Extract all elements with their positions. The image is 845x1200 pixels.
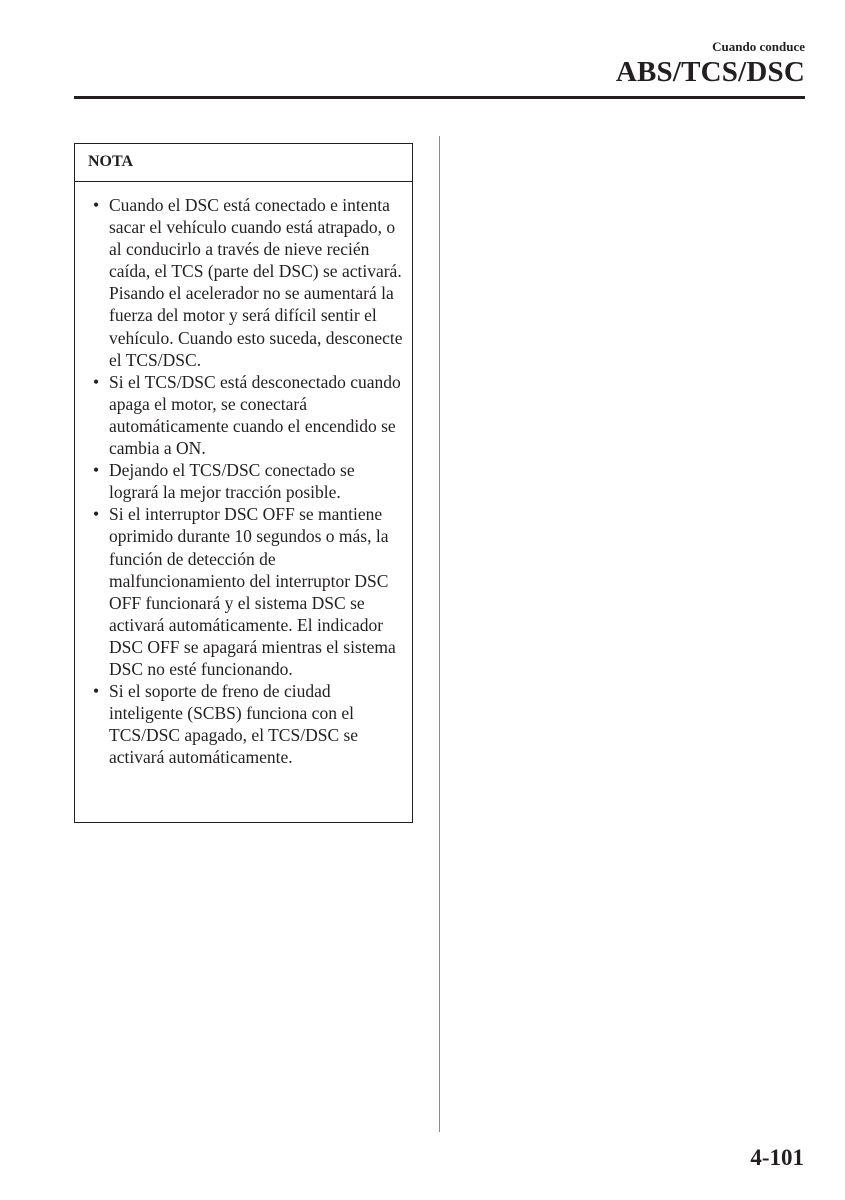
note-list [75,182,412,768]
note-box [74,143,413,823]
bullet-icon: • [93,681,100,702]
note-item [75,371,412,459]
note-item-text: Si el interruptor DSC OFF se mantiene oprimido durante 10 segundos o más, la función de detección de malfuncionamiento del interruptor DSC OFF funcionará y el sistema DSC se activará automáticamente. El indicador DSC OFF se apagará mientras el sistema DSC no esté funcionando. [109,504,396,679]
note-item-text: Dejando el TCS/DSC conectado se logrará la mejor tracción posible. [109,460,355,503]
note-item [75,459,412,503]
bullet-icon: • [93,371,100,392]
bullet-icon: • [93,460,100,481]
note-item-text: Si el TCS/DSC está desconectado cuando apaga el motor, se conectará automáticamente cuando el encendido se cambia a ON. [109,371,401,459]
page-number: 4-101 [750,1145,804,1170]
page-title: ABS/TCS/DSC [615,56,805,88]
header-rule [74,96,805,99]
note-item [75,503,412,680]
note-item [75,680,412,768]
bullet-icon: • [93,195,100,215]
note-item-text: Si el soporte de freno de ciudad inteligente (SCBS) funciona con el TCS/DSC apagado, el TCS/DSC se activará automáticamente. [109,681,359,768]
note-item [75,194,412,371]
note-item-text: Cuando el DSC está conectado e intenta sacar el vehículo cuando está atrapado, o al conducirlo a través de nieve recién caída, el TCS (parte del DSC) se activará. Pisando el acelerador no se aumentará la fuerza del motor y será difícil sentir el vehículo. Cuando esto suceda, desconecte el TCS/DSC. [109,195,403,370]
column-divider [439,136,440,1132]
section-label: Cuando conduce [712,39,805,54]
bullet-icon: • [93,504,100,525]
note-heading: NOTA [75,144,412,182]
